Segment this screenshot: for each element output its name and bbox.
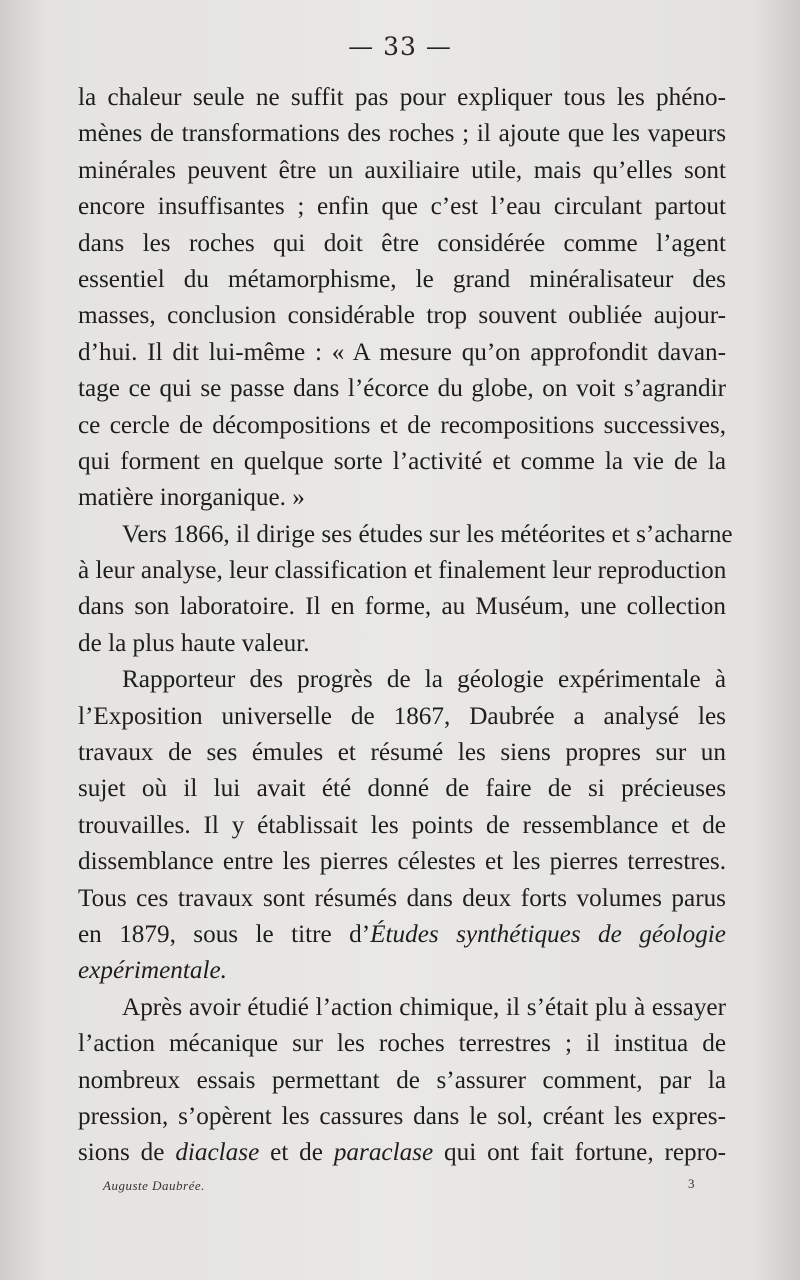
text-line: masses, conclusion considérable trop souvent oubliée aujour- [78,302,726,330]
text-line: dans les roches qui doit être considérée comme l’agent [78,229,726,257]
text-line-title-end: expérimentale. [78,957,227,985]
text-line: l’action mécanique sur les roches terrestres ; il institua de [78,1030,726,1058]
text-line: l’Exposition universelle de 1867, Daubrée a analysé les [78,702,726,730]
text-line: pression, s’opèrent les cassures dans le sol, créant les expres- [78,1102,726,1130]
text-line: dans son laboratoire. Il en forme, au Muséum, une collection [78,593,726,621]
text-line: ce cercle de décompositions et de recompositions successives, [78,411,726,439]
paragraph-1 [78,80,726,517]
paragraph-3 [78,662,726,990]
signature-mark: Auguste Daubrée. [103,1178,205,1193]
text-line: minérales peuvent être un auxiliaire utile, mais qu’elles sont [78,156,726,184]
paragraph-2 [78,517,733,663]
text-line: nombreux essais permettant de s’assurer comment, par la [78,1066,726,1094]
text-line: d’hui. Il dit lui-même : « A mesure qu’on approfondit davan- [78,338,726,366]
body-text [78,80,733,1172]
text-line: tage ce qui se passe dans l’écorce du globe, on voit s’agrandir [78,375,726,403]
text-line: qui forment en quelque sorte l’activité et comme la vie de la [78,447,726,475]
text-line: à leur analyse, leur classification et finalement leur reproduction [78,557,727,585]
text-line-with-terms: sions de diaclase et de paraclase qui ont fait fortune, repro- [78,1139,727,1167]
text-line: Vers 1866, il dirige ses études sur les météorites et s’acharne [122,520,733,548]
text-line: essentiel du métamorphisme, le grand minéralisateur des [78,265,726,293]
text-line: Tous ces travaux sont résumés dans deux forts volumes parus [78,884,726,912]
text-line: encore insuffisantes ; enfin que c’est l’eau circulant partout [78,193,726,221]
text-line: trouvailles. Il y établissait les points de ressemblance et de [78,811,726,839]
text-line: travaux de ses émules et résumé les siens propres sur un [78,739,726,767]
text-line: sujet où il lui avait été donné de faire de si précieuses [78,775,726,803]
text-line-with-title: en 1879, sous le titre d’Études synthétiques de géologie [78,920,726,948]
text-line: la chaleur seule ne suffit pas pour expliquer tous les phéno- [78,84,726,111]
text-line: matière inorganique. » [78,484,305,512]
paragraph-4 [78,990,726,1172]
sheet-number: 3 [688,1176,695,1191]
page-number: — 33 — [348,32,452,61]
text-line: Après avoir étudié l’action chimique, il s’était plu à essayer [122,993,726,1021]
text-line: mènes de transformations des roches ; il ajoute que les vapeurs [78,120,726,148]
text-line: Rapporteur des progrès de la géologie expérimentale à [122,666,726,694]
text-line: de la plus haute valeur. [78,629,310,657]
text-line: dissemblance entre les pierres célestes et les pierres terrestres. [78,848,726,876]
